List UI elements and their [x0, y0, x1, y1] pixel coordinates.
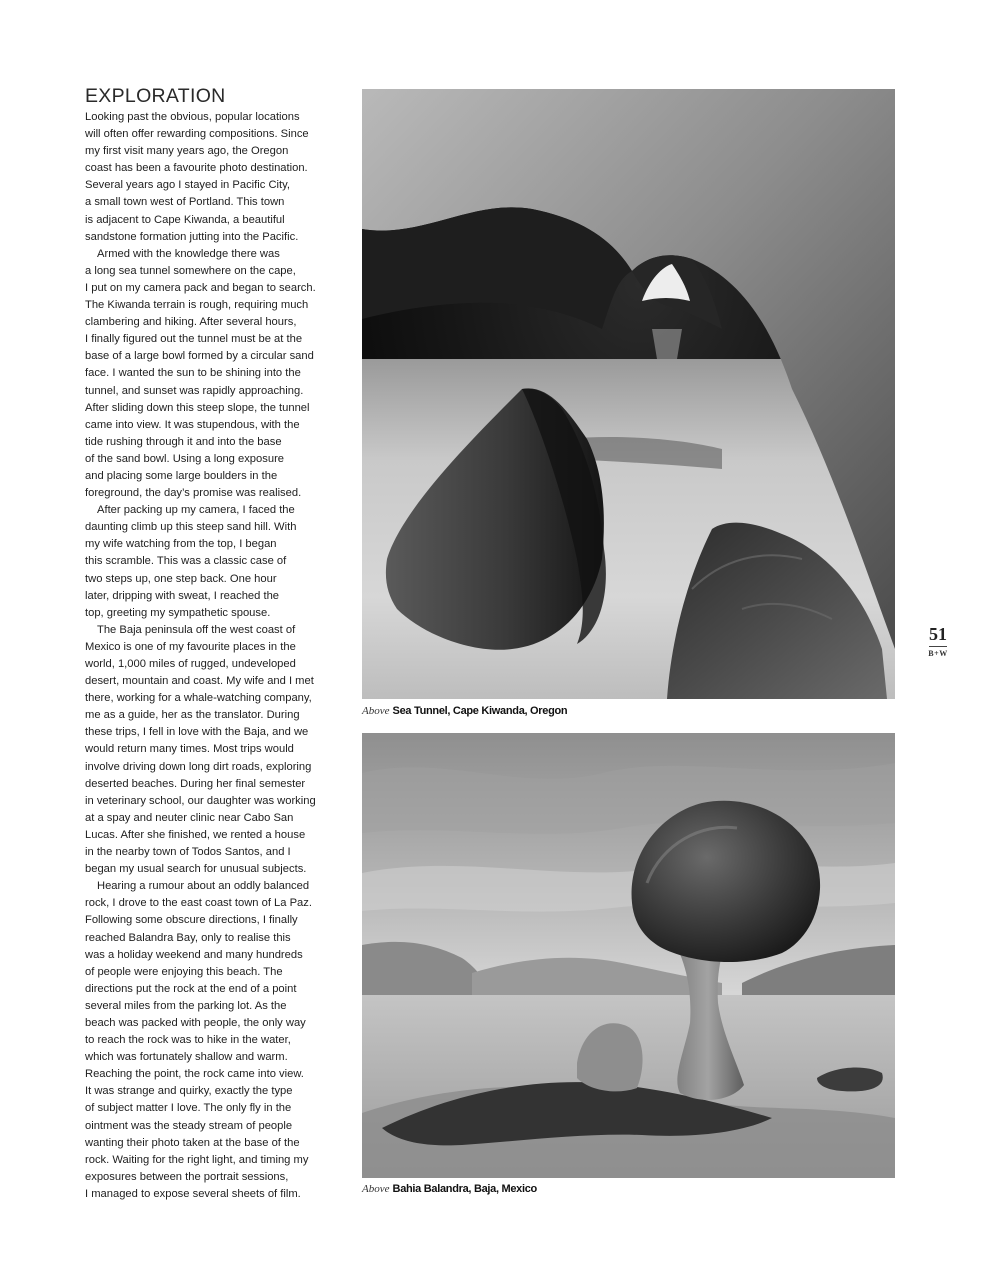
text-line: deserted beaches. During her final semester — [85, 777, 306, 790]
text-line: rock. Waiting for the right light, and timing my — [85, 1153, 309, 1166]
text-line: I put on my camera pack and began to search. — [85, 281, 316, 294]
body-paragraph — [85, 246, 343, 502]
text-line: face. I wanted the sun to be shining into the — [85, 367, 301, 380]
text-line: me as a guide, her as the translator. During — [85, 709, 300, 722]
text-line: Reaching the point, the rock came into view. — [85, 1068, 304, 1081]
text-line: Following some obscure directions, I finally — [85, 914, 298, 927]
text-line: world, 1,000 miles of rugged, undeveloped — [85, 658, 296, 670]
text-line: a long sea tunnel somewhere on the cape, — [85, 264, 296, 277]
text-line: Armed with the knowledge there was — [97, 247, 280, 260]
caption-lead: Above — [362, 1183, 390, 1195]
text-line: of people were enjoying this beach. The — [85, 965, 283, 978]
text-line: Several years ago I stayed in Pacific City, — [85, 179, 290, 192]
text-line: The Kiwanda terrain is rough, requiring much — [85, 299, 309, 312]
text-line: I finally figured out the tunnel must be at the — [85, 333, 303, 346]
body-paragraph — [85, 622, 343, 878]
page-number: 51 — [929, 624, 947, 644]
folio-rule — [929, 646, 947, 647]
article-body — [85, 109, 343, 1203]
caption-sea-tunnel — [362, 705, 567, 717]
caption-title: Bahia Balandra, Baja, Mexico — [392, 1183, 537, 1195]
text-line: Mexico is one of my favourite places in the — [85, 640, 296, 653]
text-line: After sliding down this steep slope, the tunnel — [85, 401, 310, 414]
text-line: these trips, I fell in love with the Baja, and we — [85, 726, 309, 739]
text-line: I managed to expose several sheets of film. — [85, 1187, 301, 1200]
text-line: involve driving down long dirt roads, exploring — [85, 760, 312, 773]
text-line: clambering and hiking. After several hours, — [85, 316, 297, 329]
text-line: Looking past the obvious, popular locations — [85, 111, 300, 123]
text-line: began my usual search for unusual subjects. — [85, 863, 307, 876]
caption-title: Sea Tunnel, Cape Kiwanda, Oregon — [392, 705, 568, 717]
text-line: is adjacent to Cape Kiwanda, a beautiful — [85, 213, 285, 226]
caption-lead: Above — [362, 705, 390, 717]
text-line: coast has been a favourite photo destination. — [85, 162, 308, 175]
text-line: Lucas. After she finished, we rented a house — [85, 828, 306, 841]
text-line: rock, I drove to the east coast town of La Paz. — [85, 897, 312, 910]
text-line: sandstone formation jutting into the Pacific. — [85, 230, 299, 243]
text-line: top, greeting my sympathetic spouse. — [85, 606, 271, 619]
text-line: ointment was the steady stream of people — [85, 1119, 293, 1132]
text-line: two steps up, one step back. One hour — [85, 572, 277, 585]
text-line: later, dripping with sweat, I reached the — [85, 589, 280, 602]
text-line: would return many times. Most trips would — [85, 743, 294, 756]
text-line: my wife watching from the top, I began — [85, 538, 277, 551]
text-line: After packing up my camera, I faced the — [97, 504, 295, 517]
text-line: exposures between the portrait sessions, — [85, 1170, 289, 1183]
text-line: a small town west of Portland. This town — [85, 196, 285, 209]
section-heading: EXPLORATION — [85, 85, 226, 107]
photo-balanced-rock — [362, 733, 895, 1178]
text-line: will often offer rewarding compositions. Since — [85, 128, 309, 141]
photo-sea-tunnel — [362, 89, 895, 699]
body-paragraph — [85, 502, 343, 622]
text-line: foreground, the day’s promise was realised. — [85, 487, 302, 500]
magazine-mark: B+W — [928, 649, 948, 658]
text-line: It was strange and quirky, exactly the type — [85, 1085, 293, 1098]
text-line: Hearing a rumour about an oddly balanced — [97, 880, 310, 893]
text-line: reached Balandra Bay, only to realise this — [85, 931, 291, 944]
text-line: tunnel, and sunset was rapidly approaching. — [85, 384, 304, 397]
body-paragraph — [85, 878, 343, 1203]
text-line: base of a large bowl formed by a circular sand — [85, 350, 314, 363]
article-column — [85, 84, 343, 1203]
text-line: in the nearby town of Todos Santos, and I — [85, 846, 291, 859]
text-line: directions put the rock at the end of a point — [85, 982, 297, 995]
text-line: to reach the rock was to hike in the water, — [85, 1034, 291, 1047]
text-line: tide rushing through it and into the base — [85, 435, 282, 448]
text-line: which was fortunately shallow and warm. — [85, 1051, 288, 1064]
text-line: in veterinary school, our daughter was working — [85, 794, 316, 807]
text-line: of the sand bowl. Using a long exposure — [85, 452, 285, 465]
body-paragraph — [85, 109, 343, 246]
text-line: several miles from the parking lot. As the — [85, 999, 287, 1012]
text-line: The Baja peninsula off the west coast of — [97, 623, 296, 636]
page-folio — [922, 624, 954, 658]
text-line: there, working for a whale-watching company, — [85, 692, 312, 705]
text-line: of subject matter I love. The only fly in the — [85, 1102, 292, 1115]
text-line: and placing some large boulders in the — [85, 469, 278, 482]
text-line: at a spay and neuter clinic near Cabo San — [85, 811, 294, 824]
text-line: came into view. It was stupendous, with the — [85, 418, 300, 431]
text-line: my first visit many years ago, the Oregon — [85, 145, 289, 158]
text-line: desert, mountain and coast. My wife and I met — [85, 675, 314, 688]
text-line: wanting their photo taken at the base of the — [85, 1136, 300, 1149]
text-line: daunting climb up this steep sand hill. With — [85, 521, 297, 534]
text-line: was a holiday weekend and many hundreds — [85, 948, 303, 961]
caption-balanced-rock — [362, 1183, 537, 1195]
text-line: beach was packed with people, the only way — [85, 1016, 306, 1029]
text-line: this scramble. This was a classic case of — [85, 555, 287, 568]
